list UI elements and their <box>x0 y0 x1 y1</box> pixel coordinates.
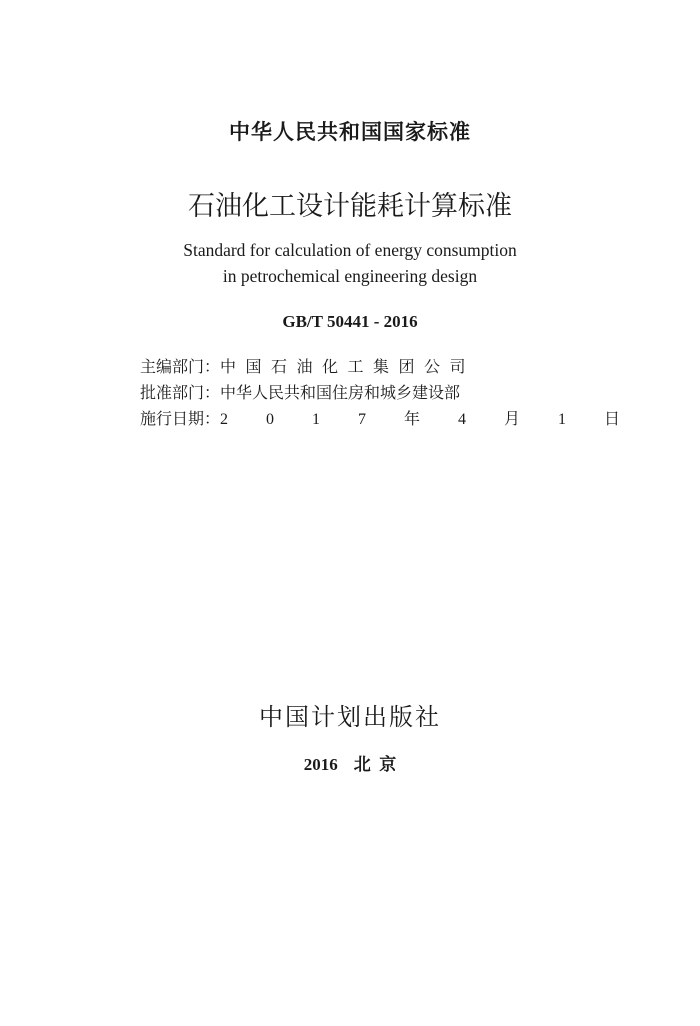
standard-code: GB/T 50441 - 2016 <box>282 312 418 331</box>
publication-city: 北 京 <box>353 755 397 774</box>
title-chinese: 石油化工设计能耗计算标准 <box>188 191 512 222</box>
title-english-line-1: Standard for calculation of energy consumption <box>183 240 517 260</box>
publisher-name: 中国计划出版社 <box>259 703 441 731</box>
national-standard-label: 中华人民共和国国家标准 <box>229 120 471 144</box>
editor-department-row <box>140 355 475 379</box>
approval-department-label: 批准部门： <box>140 383 221 402</box>
publication-year: 2016 <box>303 755 338 774</box>
title-english-line-2: in petrochemical engineering design <box>222 266 478 286</box>
publication-place-year <box>0 750 700 775</box>
effective-date-value: 2 0 1 7 年 4 月 1 日 <box>220 411 638 428</box>
effective-date-row <box>140 407 637 431</box>
effective-date-label: 施行日期： <box>140 409 221 428</box>
approval-department-row <box>140 381 460 405</box>
approval-department-value: 中华人民共和国住房和城乡建设部 <box>220 383 461 402</box>
editor-department-label: 主编部门： <box>140 357 221 376</box>
editor-department-value: 中国石油化工集团公司 <box>220 357 476 376</box>
